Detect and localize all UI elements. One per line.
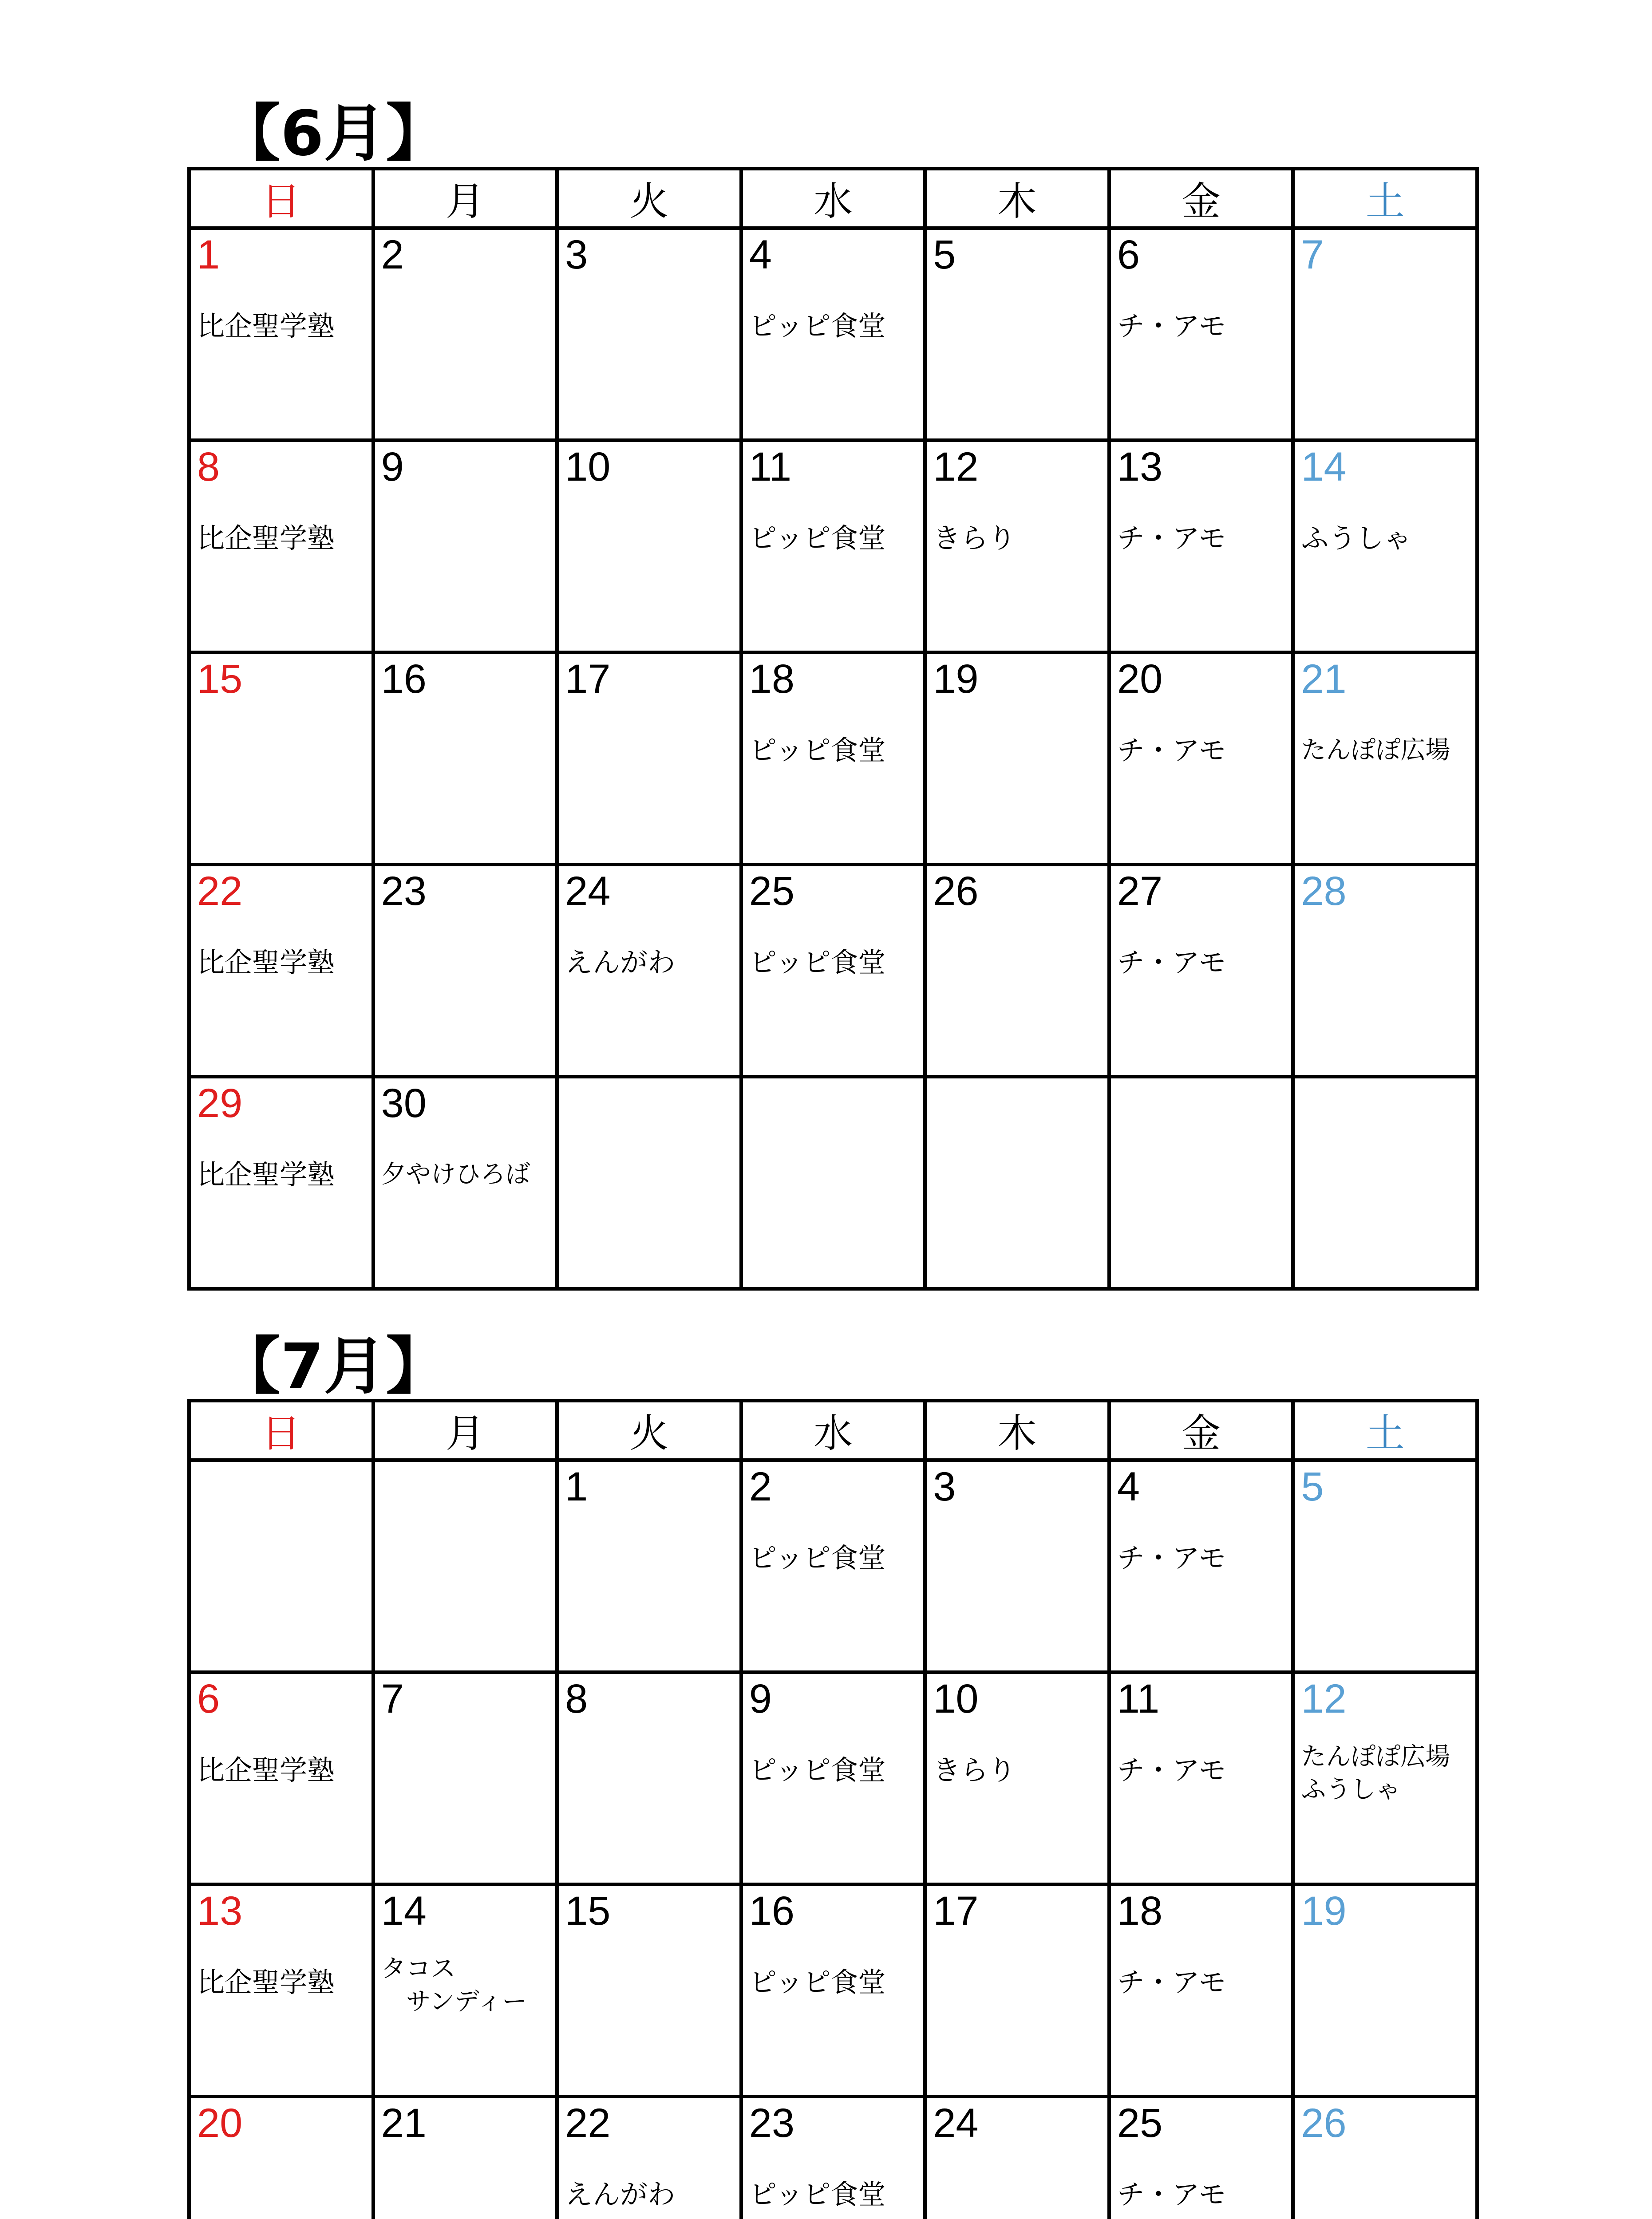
- day-number: 5: [1301, 1464, 1324, 1509]
- day-cell: [189, 1077, 373, 1289]
- event-list: [1117, 521, 1289, 556]
- day-cell: [925, 1460, 1109, 1672]
- day-number: 17: [933, 1888, 979, 1934]
- event-list: [197, 521, 369, 556]
- day-cell: [1109, 1672, 1293, 1884]
- event-label: きらり: [933, 1754, 1016, 1786]
- day-cell: [741, 865, 925, 1077]
- day-number: 2: [381, 232, 404, 277]
- day-cell: [1293, 228, 1477, 440]
- weekday-header-row: [189, 1401, 1477, 1460]
- event-list: [1117, 733, 1289, 768]
- day-cell: [925, 1884, 1109, 2097]
- day-cell: [1109, 1077, 1293, 1289]
- day-cell: [373, 652, 557, 865]
- event-list: [749, 1753, 921, 1788]
- day-number: 27: [1117, 869, 1163, 914]
- day-cell: [1293, 1884, 1477, 2097]
- day-number: 24: [933, 2101, 979, 2146]
- event-label: チ・アモ: [1117, 2178, 1226, 2211]
- day-number: 15: [197, 656, 243, 702]
- event-label: チ・アモ: [1117, 522, 1226, 554]
- day-cell: [557, 1884, 741, 2097]
- day-number: 11: [1117, 1676, 1160, 1722]
- day-cell: [741, 228, 925, 440]
- day-cell: [741, 1460, 925, 1672]
- day-cell: [1109, 1884, 1293, 2097]
- event-label: 夕やけひろば: [381, 1160, 530, 1189]
- event-list: [1117, 1965, 1289, 2000]
- event-label: たんぽぽ広場: [1301, 1742, 1450, 1771]
- day-cell: [741, 1672, 925, 1884]
- day-cell: [925, 652, 1109, 865]
- weekday-header: 水: [741, 1401, 925, 1460]
- week-row: [189, 1672, 1477, 1884]
- event-list: [1301, 733, 1473, 768]
- day-cell: [1109, 1460, 1293, 1672]
- day-number: 18: [1117, 1888, 1163, 1934]
- day-number: 6: [197, 1676, 220, 1722]
- day-cell: [925, 865, 1109, 1077]
- day-number: 16: [749, 1888, 795, 1934]
- day-number: 4: [1117, 1464, 1140, 1509]
- event-list: [197, 1753, 369, 1788]
- weekday-header: 日: [189, 1401, 373, 1460]
- day-number: 18: [749, 656, 795, 702]
- event-label: ピッピ食堂: [749, 1966, 886, 1998]
- day-number: 10: [933, 1676, 979, 1722]
- day-cell: [557, 865, 741, 1077]
- day-number: 21: [381, 2101, 427, 2146]
- day-cell: [741, 440, 925, 652]
- event-label: チ・アモ: [1117, 1966, 1226, 1998]
- day-number: 13: [1117, 444, 1163, 490]
- day-cell: [1109, 652, 1293, 865]
- day-number: 1: [197, 232, 220, 277]
- day-number: 11: [749, 444, 792, 490]
- weekday-header: 土: [1293, 1401, 1477, 1460]
- day-number: 25: [1117, 2101, 1163, 2146]
- event-label: えんがわ: [565, 946, 676, 979]
- event-list: [1117, 1753, 1289, 1788]
- day-number: 22: [565, 2101, 611, 2146]
- day-cell: [741, 2097, 925, 2219]
- day-cell: [373, 1884, 557, 2097]
- day-cell: [1109, 440, 1293, 652]
- day-cell: [189, 440, 373, 652]
- event-label: ピッピ食堂: [749, 1754, 886, 1786]
- day-number: 24: [565, 869, 611, 914]
- day-number: 5: [933, 232, 956, 277]
- day-number: 10: [565, 444, 611, 490]
- event-list: [749, 1541, 921, 1575]
- day-cell: [557, 228, 741, 440]
- event-list: [197, 945, 369, 980]
- calendar-july: [187, 1399, 1479, 2219]
- week-row: [189, 1077, 1477, 1289]
- event-label: えんがわ: [565, 2178, 676, 2211]
- event-label: 比企聖学塾: [197, 522, 335, 554]
- day-cell: [557, 2097, 741, 2219]
- event-label: 比企聖学塾: [197, 1966, 335, 1998]
- day-number: 23: [381, 869, 427, 914]
- event-label: ふうしゃ: [1301, 1775, 1401, 1804]
- day-number: 19: [933, 656, 979, 702]
- event-list: [933, 521, 1105, 556]
- day-cell: [741, 1077, 925, 1289]
- event-list: [749, 1965, 921, 2000]
- weekday-header: 木: [925, 1401, 1109, 1460]
- event-list: [565, 945, 737, 980]
- day-number: 19: [1301, 1888, 1347, 1934]
- day-cell: [189, 1884, 373, 2097]
- day-number: 14: [381, 1888, 427, 1934]
- weekday-header: 金: [1109, 169, 1293, 228]
- day-cell: [189, 865, 373, 1077]
- day-number: 12: [933, 444, 979, 490]
- day-cell: [741, 1884, 925, 2097]
- day-number: 3: [933, 1464, 956, 1509]
- day-cell: [1109, 865, 1293, 1077]
- day-cell: [557, 652, 741, 865]
- day-cell: [373, 440, 557, 652]
- event-list: [381, 1157, 553, 1192]
- event-label: チ・アモ: [1117, 946, 1226, 979]
- day-number: 6: [1117, 232, 1140, 277]
- weekday-header: 月: [373, 1401, 557, 1460]
- day-cell: [1293, 865, 1477, 1077]
- event-label: サンディー: [381, 1987, 527, 2016]
- event-list: [1301, 1741, 1473, 1806]
- day-cell: [1293, 2097, 1477, 2219]
- event-label: チ・アモ: [1117, 734, 1226, 766]
- event-list: [381, 1953, 553, 2018]
- event-label: 比企聖学塾: [197, 1754, 335, 1786]
- day-number: 20: [197, 2101, 243, 2146]
- day-cell: [1293, 652, 1477, 865]
- day-cell: [1293, 440, 1477, 652]
- day-number: 22: [197, 869, 243, 914]
- day-number: 16: [381, 656, 427, 702]
- weekday-header: 月: [373, 169, 557, 228]
- day-number: 17: [565, 656, 611, 702]
- day-cell: [557, 1077, 741, 1289]
- day-number: 4: [749, 232, 772, 277]
- weekday-header: 水: [741, 169, 925, 228]
- day-number: 3: [565, 232, 588, 277]
- event-list: [749, 2177, 921, 2212]
- event-label: 比企聖学塾: [197, 1158, 335, 1191]
- event-list: [1301, 521, 1473, 556]
- week-row: [189, 440, 1477, 652]
- event-label: 比企聖学塾: [197, 946, 335, 979]
- day-cell: [373, 2097, 557, 2219]
- event-list: [197, 309, 369, 344]
- weekday-header: 火: [557, 1401, 741, 1460]
- event-label: チ・アモ: [1117, 1754, 1226, 1786]
- day-number: 14: [1301, 444, 1347, 490]
- week-row: [189, 228, 1477, 440]
- day-number: 30: [381, 1081, 427, 1126]
- day-number: 1: [565, 1464, 588, 1509]
- week-row: [189, 1884, 1477, 2097]
- event-list: [197, 1157, 369, 1192]
- weekday-header: 火: [557, 169, 741, 228]
- event-label: チ・アモ: [1117, 310, 1226, 342]
- day-number: 9: [749, 1676, 772, 1722]
- event-label: ピッピ食堂: [749, 2178, 886, 2211]
- day-cell: [189, 228, 373, 440]
- day-cell: [1293, 1077, 1477, 1289]
- day-cell: [557, 1460, 741, 1672]
- event-label: ピッピ食堂: [749, 946, 886, 979]
- weekday-header: 木: [925, 169, 1109, 228]
- day-number: 20: [1117, 656, 1163, 702]
- event-label: 比企聖学塾: [197, 310, 335, 342]
- day-cell: [373, 1460, 557, 1672]
- event-label: ピッピ食堂: [749, 522, 886, 554]
- event-list: [749, 521, 921, 556]
- event-list: [1117, 2177, 1289, 2212]
- event-list: [1117, 945, 1289, 980]
- day-number: 9: [381, 444, 404, 490]
- event-list: [749, 945, 921, 980]
- event-list: [197, 1965, 369, 2000]
- event-label: ピッピ食堂: [749, 310, 886, 342]
- day-cell: [373, 1672, 557, 1884]
- event-label: たんぽぽ広場: [1301, 736, 1450, 765]
- day-number: 21: [1301, 656, 1347, 702]
- day-number: 2: [749, 1464, 772, 1509]
- day-number: 7: [381, 1676, 404, 1722]
- day-cell: [557, 1672, 741, 1884]
- day-cell: [925, 228, 1109, 440]
- event-label: ピッピ食堂: [749, 1542, 886, 1574]
- month-title-june: 【6月】: [218, 98, 448, 170]
- event-list: [565, 2177, 737, 2212]
- day-number: 26: [933, 869, 979, 914]
- event-label: ピッピ食堂: [749, 734, 886, 766]
- week-row: [189, 652, 1477, 865]
- day-number: 13: [197, 1888, 243, 1934]
- day-number: 7: [1301, 232, 1324, 277]
- day-cell: [925, 2097, 1109, 2219]
- weekday-header: 土: [1293, 169, 1477, 228]
- day-cell: [189, 1460, 373, 1672]
- day-number: 29: [197, 1081, 243, 1126]
- day-number: 12: [1301, 1676, 1347, 1722]
- day-cell: [925, 1672, 1109, 1884]
- day-cell: [1109, 228, 1293, 440]
- event-label: タコス: [381, 1954, 456, 1983]
- day-number: 8: [197, 444, 220, 490]
- day-cell: [557, 440, 741, 652]
- event-label: チ・アモ: [1117, 1542, 1226, 1574]
- event-list: [749, 733, 921, 768]
- day-cell: [373, 865, 557, 1077]
- day-cell: [189, 2097, 373, 2219]
- event-label: きらり: [933, 522, 1016, 554]
- event-list: [749, 309, 921, 344]
- day-cell: [373, 1077, 557, 1289]
- weekday-header-row: [189, 169, 1477, 228]
- month-title-july: 【7月】: [218, 1331, 448, 1403]
- week-row: [189, 1460, 1477, 1672]
- event-list: [1117, 1541, 1289, 1575]
- day-number: 23: [749, 2101, 795, 2146]
- day-cell: [741, 652, 925, 865]
- weekday-header: 日: [189, 169, 373, 228]
- day-number: 28: [1301, 869, 1347, 914]
- week-row: [189, 865, 1477, 1077]
- event-label: ふうしゃ: [1301, 522, 1411, 554]
- weekday-header: 金: [1109, 1401, 1293, 1460]
- day-cell: [1293, 1460, 1477, 1672]
- week-row: [189, 2097, 1477, 2219]
- event-list: [1117, 309, 1289, 344]
- day-cell: [1109, 2097, 1293, 2219]
- event-list: [933, 1753, 1105, 1788]
- day-cell: [925, 440, 1109, 652]
- day-cell: [1293, 1672, 1477, 1884]
- day-cell: [189, 1672, 373, 1884]
- day-number: 8: [565, 1676, 588, 1722]
- day-number: 15: [565, 1888, 611, 1934]
- day-cell: [373, 228, 557, 440]
- day-number: 25: [749, 869, 795, 914]
- day-cell: [925, 1077, 1109, 1289]
- day-number: 26: [1301, 2101, 1347, 2146]
- day-cell: [189, 652, 373, 865]
- calendar-june: [187, 167, 1479, 1291]
